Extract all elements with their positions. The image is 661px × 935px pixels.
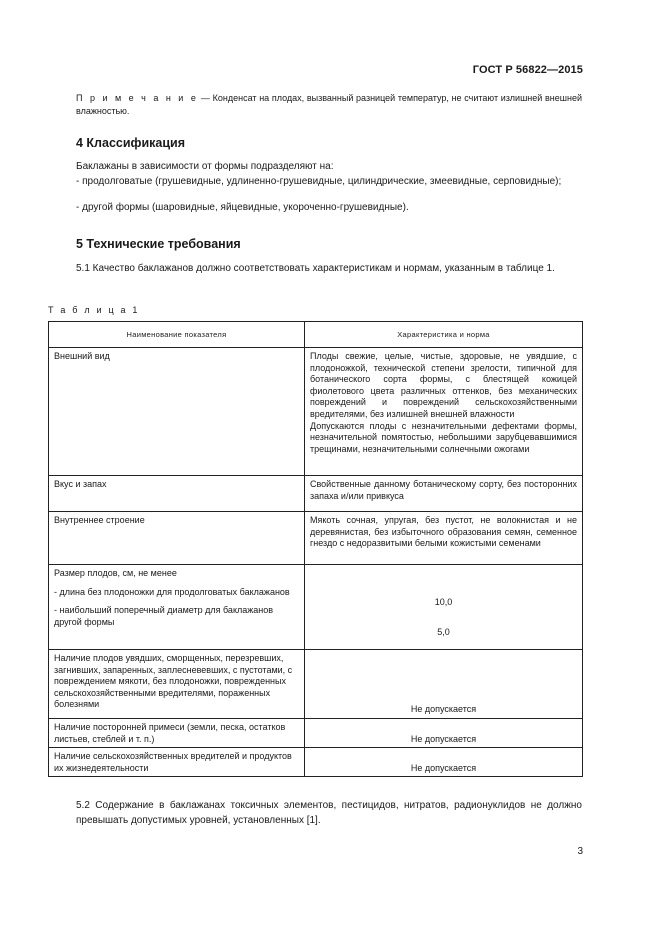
table-row <box>49 348 583 476</box>
paragraph-5-2: 5.2 Содержание в баклажанах токсичных элементов, пестицидов, нитратов, радионуклидов не должно превышать допустимых уровней, установленных [1]. <box>76 800 582 826</box>
table-row <box>49 565 583 650</box>
section-5-heading: 5 Технические требования <box>76 237 241 251</box>
table-cell-name: Внутреннее строение <box>49 512 305 565</box>
page-number: 3 <box>577 846 583 857</box>
table-cell-name: Вкус и запах <box>49 476 305 512</box>
size-length-value: 10,0 <box>434 597 453 607</box>
table-row <box>49 476 583 512</box>
table-row <box>49 719 583 748</box>
size-length-label: - длина без плодоножки для продолговатых баклажанов <box>54 586 290 597</box>
size-title: Размер плодов, см, не менее <box>54 568 177 578</box>
table-row <box>49 650 583 719</box>
section-4-heading: 4 Классификация <box>76 136 186 150</box>
value-text: Плоды свежие, целые, чистые, здоровые, не увядшие, с плодоножкой, технической степени зрелости, типичной для ботанического сорта формы, с блестящей кожицей фиолетового цвета различных оттенков, без механических повреждений и повреждений сельскохозяйственными вредителями, без излишней внешней влажности <box>310 351 577 419</box>
table-cell-name: Наличие сельскохозяйственных вредителей и продуктов их жизнедеятельности <box>49 748 305 777</box>
size-diameter-label: - наибольший поперечный диаметр для баклажанов другой формы <box>54 605 274 627</box>
table-header-row <box>49 322 583 348</box>
value-text: Допускаются плоды с незначительными дефектами формы, незначительной помятостью, небольшими зарубцевавшимися трещинами, незначительными солнечными ожогами <box>310 420 577 454</box>
note-paragraph <box>76 92 582 118</box>
requirements-table <box>48 321 583 777</box>
section-4-bullet-1: - продолговатые (грушевидные, удлиненно-грушевидные, цилиндрические, змеевидные, серповидные); <box>76 176 562 187</box>
table-cell-name: Наличие плодов увядших, сморщенных, перезревших, загнивших, запаренных, заплесневевших, с пустотами, с повреждением мякоти, без плодоножки, поврежденных сельскохозяйственными вредителями, пораженных болезнями <box>49 650 305 719</box>
section-4-intro: Баклажаны в зависимости от формы подразделяют на: <box>76 161 334 172</box>
size-diameter-value: 5,0 <box>437 626 450 637</box>
table-caption: Т а б л и ц а 1 <box>48 305 140 315</box>
table-header-cell: Наименование показателя <box>49 322 305 348</box>
table-cell-name: Наличие посторонней примеси (земли, песка, остатков листьев, стеблей и т. п.) <box>49 719 305 748</box>
table-header-cell: Характеристика и норма <box>305 322 583 348</box>
table-cell-value: Не допускается <box>305 719 583 748</box>
table-row <box>49 512 583 565</box>
table-cell-name: Внешний вид <box>49 348 305 476</box>
table-cell-value: Свойственные данному ботаническому сорту, без посторонних запаха и/или привкуса <box>305 476 583 512</box>
table-cell-value <box>305 565 583 650</box>
table-cell-name <box>49 565 305 650</box>
table-row <box>49 748 583 777</box>
table-cell-value: Не допускается <box>305 650 583 719</box>
table-cell-value: Не допускается <box>305 748 583 777</box>
note-label: П р и м е ч а н и е <box>76 93 199 103</box>
section-4-bullet-2: - другой формы (шаровидные, яйцевидные, укороченно-грушевидные). <box>76 202 409 213</box>
document-code: ГОСТ Р 56822—2015 <box>472 64 583 76</box>
paragraph-5-1: 5.1 Качество баклажанов должно соответствовать характеристикам и нормам, указанным в таблице 1. <box>76 263 555 274</box>
table-cell-value: Мякоть сочная, упругая, без пустот, не волокнистая и не деревянистая, без избыточного образования семян, семенное гнездо с недоразвитыми белыми кожистыми семенами <box>305 512 583 565</box>
table-cell-value <box>305 348 583 476</box>
note-text: — Конденсат на плодах, вызванный разницей температур, не считают излишней внешней влажностью. <box>76 93 582 116</box>
